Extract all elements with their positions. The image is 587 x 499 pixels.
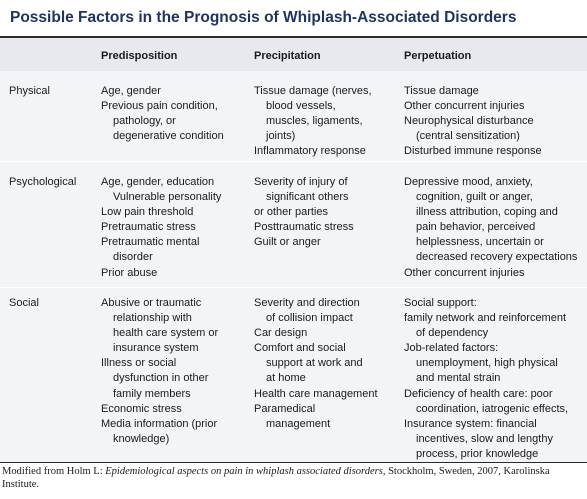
cell-line: Previous pain condition,: [101, 100, 218, 113]
cell-physical-perpetuation: [404, 84, 542, 159]
cell-line: of collision impact: [266, 312, 353, 325]
footnote-prefix: Modified from Holm L:: [2, 466, 106, 477]
cell-line: Other concurrent injuries: [404, 266, 525, 279]
cell-line: Vulnerable personality: [113, 191, 222, 204]
cell-physical-precipitation: [254, 84, 372, 159]
cell-line: Posttraumatic stress: [254, 221, 354, 234]
cell-line: Paramedical: [254, 402, 316, 415]
cell-line: Inflammatory response: [254, 145, 366, 158]
cell-line: Job-related factors:: [404, 342, 499, 355]
cell-line: Insurance system: financial: [404, 417, 537, 430]
cell-line: cognition, guilt or anger,: [416, 191, 533, 204]
row-divider: [0, 287, 587, 288]
cell-physical-predisposition: [101, 84, 224, 144]
cell-line: illness attribution, coping and: [416, 206, 558, 219]
cell-social-precipitation: [254, 296, 378, 432]
cell-line: Severity of injury of: [254, 176, 348, 188]
cell-line: Age, gender: [101, 85, 161, 97]
cell-line: helplessness, uncertain or: [416, 236, 544, 249]
cell-line: Tissue damage: [404, 85, 479, 97]
cell-line: degenerative condition: [113, 130, 224, 143]
cell-line: Abusive or traumatic: [101, 297, 202, 309]
cell-line: (central sensitization): [416, 130, 520, 143]
cell-line: of dependency: [416, 327, 489, 340]
cell-line: Economic stress: [101, 402, 182, 415]
cell-line: Disturbed immune response: [404, 145, 542, 158]
cell-line: muscles, ligaments,: [266, 115, 363, 128]
cell-line: knowledge): [113, 432, 170, 445]
cell-line: health care system or: [113, 327, 219, 340]
cell-line: Illness or social: [101, 357, 177, 370]
cell-line: at home: [266, 372, 306, 385]
cell-line: pain behavior, perceived: [416, 221, 536, 234]
cell-line: Tissue damage (nerves,: [254, 85, 372, 97]
cell-line: insurance system: [113, 342, 199, 355]
cell-line: Guilt or anger: [254, 236, 321, 249]
cell-line: Comfort and social: [254, 342, 346, 355]
row-label-social: Social: [9, 297, 39, 309]
cell-line: Pretraumatic mental: [101, 236, 200, 249]
cell-line: Age, gender, education: [101, 176, 215, 188]
cell-line: Deficiency of health care: poor: [404, 387, 553, 400]
cell-line: decreased recovery expectations: [416, 251, 578, 264]
cell-line: Prior abuse: [101, 266, 158, 279]
cell-line: and mental strain: [416, 372, 501, 385]
cell-line: Car design: [254, 327, 308, 340]
cell-line: dysfunction in other: [113, 372, 209, 385]
cell-line: process, prior knowledge: [416, 447, 539, 460]
footnote-italic-title: Epidemiological aspects on pain in whiplash associated disorders: [105, 466, 383, 477]
cell-line: Low pain threshold: [101, 206, 194, 219]
source-footnote: [2, 465, 584, 491]
cell-line: pathology, or: [113, 115, 176, 128]
cell-social-predisposition: [101, 296, 218, 447]
cell-line: coordination, iatrogenic effects,: [416, 402, 569, 415]
cell-psychological-predisposition: [101, 175, 221, 281]
cell-line: Neurophysical disturbance: [404, 115, 534, 128]
column-header-precipitation: Precipitation: [254, 50, 321, 62]
column-header-perpetuation: Perpetuation: [404, 50, 472, 62]
cell-line: unemployment, high physical: [416, 357, 558, 370]
cell-line: management: [266, 417, 331, 430]
cell-line: Social support:: [404, 297, 477, 309]
bottom-rule: [0, 462, 587, 463]
cell-line: support at work and: [266, 357, 363, 370]
row-divider: [0, 161, 587, 162]
cell-line: or other parties: [254, 206, 328, 219]
column-header-predisposition: Predisposition: [101, 50, 178, 62]
cell-line: incentives, slow and lengthy: [416, 432, 553, 445]
cell-line: Other concurrent injuries: [404, 100, 525, 113]
footnote-suffix: , Stockholm, Sweden, 2007, Karolinska Institute.: [2, 466, 550, 491]
cell-line: Media information (prior: [101, 417, 218, 430]
cell-psychological-perpetuation: [404, 175, 577, 281]
cell-line: family members: [113, 387, 191, 400]
cell-line: significant others: [266, 191, 349, 204]
cell-line: family network and reinforcement: [404, 312, 567, 325]
cell-line: disorder: [113, 251, 153, 264]
cell-line: Health care management: [254, 387, 378, 400]
cell-line: Depressive mood, anxiety,: [404, 176, 533, 188]
cell-line: Severity and direction: [254, 297, 360, 309]
cell-line: blood vessels,: [266, 100, 336, 113]
cell-line: Pretraumatic stress: [101, 221, 196, 234]
row-label-physical: Physical: [9, 85, 50, 97]
cell-line: joints): [266, 130, 296, 143]
cell-psychological-precipitation: [254, 175, 354, 250]
row-label-psychological: Psychological: [9, 176, 77, 188]
cell-line: relationship with: [113, 312, 192, 325]
cell-social-perpetuation: [404, 296, 568, 462]
table-title: Possible Factors in the Prognosis of Whiplash-Associated Disorders: [10, 9, 517, 26]
